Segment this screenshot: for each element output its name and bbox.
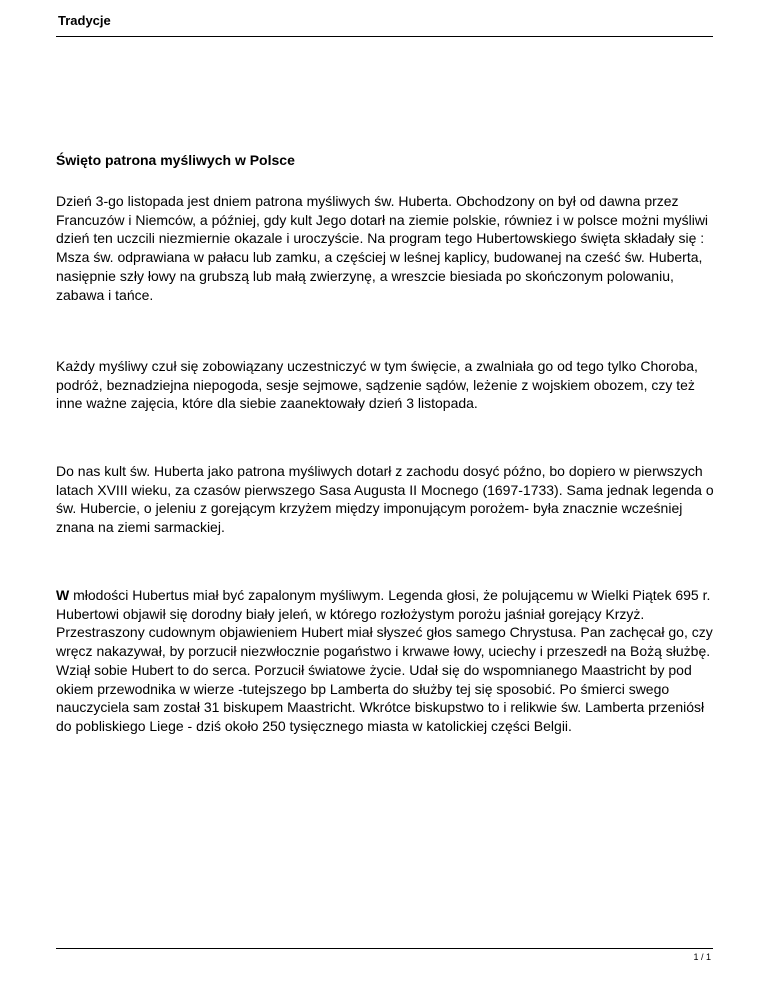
article-title: Święto patrona myśliwych w Polsce: [56, 152, 295, 168]
header-title: Tradycje: [58, 13, 111, 28]
paragraph-1: Dzień 3-go listopada jest dniem patrona myśliwych św. Huberta. Obchodzony on był od dawna przez Francuzów i Niemców, a później, gdy kult Jego dotarł na ziemie polskie, równiez i w polsce możni myśliwi dzień ten uczcili niezmiernie okazale i uroczyście. Na program tego Hubertowskiego święta składały się : Msza św. odprawiana w pałacu lub zamku, a częściej w leśnej kaplicy, budowanej na cześć św. Huberta, nasiępnie szły łowy na grubszą lub małą zwierzynę, a wreszcie biesiada po skończonym polowaniu, zabawa i tańce.: [56, 193, 709, 303]
paragraph-4: [56, 586, 716, 736]
page-footer: [56, 948, 713, 969]
paragraph-2: Każdy myśliwy czuł się zobowiązany uczestniczyć w tym święcie, a zwalniała go od tego tylko Choroba, podróż, beznadziejna niepogoda, sesje sejmowe, sądzenie sądów, leżenie z wojskiem obozem, czy też inne ważne zajęcia, które dla siebie zaanektowały dzień 3 listopada.: [56, 358, 698, 412]
paragraph-4-initial: W: [56, 587, 70, 603]
page-number: 1 / 1: [693, 952, 711, 962]
paragraph-3: Do nas kult św. Huberta jako patrona myśliwych dotarł z zachodu dosyć późno, bo dopiero w pierwszych latach XVIII wieku, za czasów pierwszego Sasa Augusta II Mocnego (1697-1733). Sama jednak legenda o św. Hubercie, o jeleniu z gorejącym krzyżem między imponującym porożem- była znacznie wcześniej znana na ziemi sarmackiej.: [56, 463, 714, 536]
page-header: [56, 10, 713, 37]
paragraph-4-text: młodości Hubertus miał być zapalonym myśliwym. Legenda głosi, że polującemu w Wielki Piątek 695 r. Hubertowi objawił się dorodny biały jeleń, w którego rozłożystym porożu jaśniał gorejący Krzyż. Przestraszony cudownym objawieniem Hubert miał słyszeć głos samego Chrystusa. Pan zachęcał go, czy wręcz nakazywał, by porzucił niezwłocznie pogaństwo i krwawe łowy, uciechy i przeszedł na Bożą służbę. Wziął sobie Hubert to do serca. Porzucił światowe życie. Udał się do wspomnianego Maastricht by pod okiem przewodnika w wierze -tutejszego bp Lamberta do służby tej się sposobić. Po śmierci swego nauczyciela sam został 31 biskupem Maastricht. Wkrótce biskupstwo to i relikwie św. Lamberta przeniósł do pobliskiego Liege - dziś około 250 tysięcznego miasta w katolickiej części Belgii.: [56, 587, 713, 734]
